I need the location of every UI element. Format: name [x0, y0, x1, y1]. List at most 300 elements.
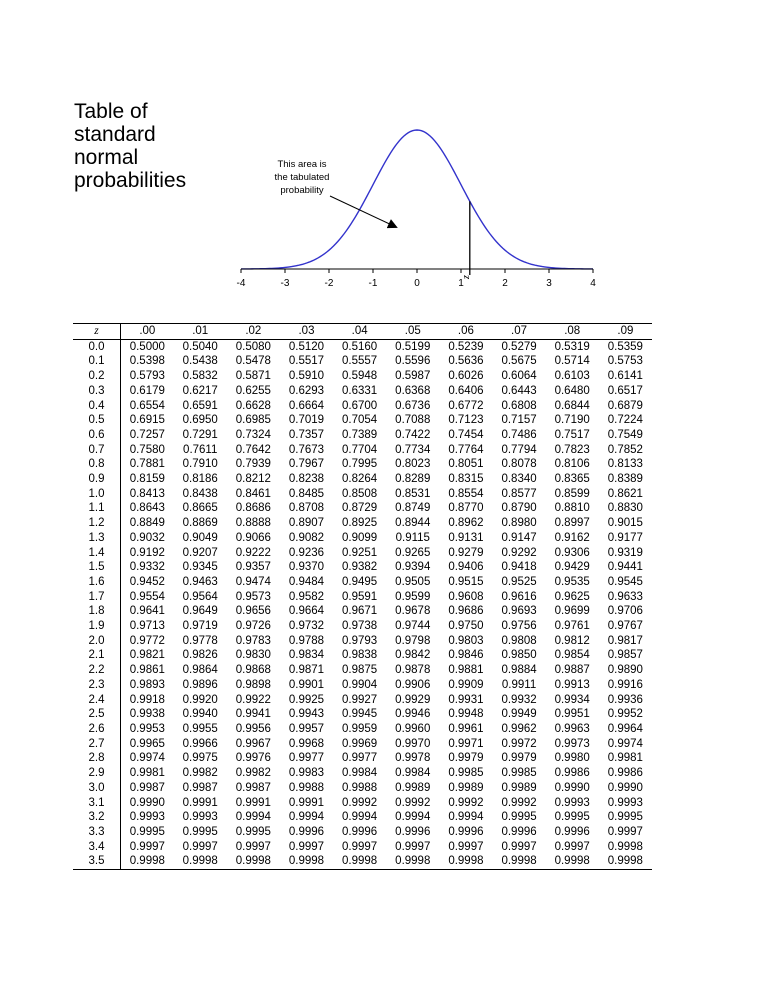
- probability-cell: 0.9990: [607, 781, 643, 794]
- probability-cell: 0.9812: [554, 634, 590, 647]
- probability-cell: 0.7642: [235, 443, 271, 456]
- probability-cell: 0.9983: [288, 767, 325, 780]
- probability-cell: 0.8023: [395, 458, 431, 471]
- probability-cell: 0.5040: [182, 340, 218, 353]
- z-value-cell: 1.4: [73, 546, 121, 561]
- table-row: [73, 560, 652, 575]
- probability-cell: 0.6844: [554, 399, 590, 412]
- probability-cell: 0.9996: [342, 825, 378, 838]
- probability-cell: 0.9994: [288, 811, 325, 824]
- probability-cell: 0.9686: [448, 605, 484, 618]
- probability-cell: 0.5753: [607, 355, 643, 368]
- probability-cell: 0.8749: [395, 502, 431, 515]
- probability-cell: 0.9989: [448, 781, 484, 794]
- z-value-cell: 2.7: [73, 737, 121, 752]
- probability-cell: 0.9955: [182, 722, 218, 735]
- probability-cell: 0.6103: [554, 370, 590, 383]
- probability-cell: 0.9963: [554, 722, 590, 735]
- probability-cell: 0.9993: [554, 796, 590, 809]
- probability-cell: 0.8770: [448, 502, 484, 515]
- probability-cell: 0.9952: [607, 708, 643, 721]
- probability-cell: 0.9898: [235, 678, 271, 691]
- probability-cell: 0.7389: [342, 428, 378, 441]
- probability-cell: 0.6700: [342, 399, 378, 412]
- probability-cell: 0.5160: [342, 340, 378, 353]
- probability-cell: 0.9951: [554, 708, 590, 721]
- probability-cell: 0.8413: [129, 487, 165, 500]
- probability-cell: 0.9997: [554, 840, 590, 853]
- table-row: [73, 825, 652, 840]
- column-header: .03: [280, 324, 333, 340]
- probability-cell: 0.7764: [448, 443, 484, 456]
- probability-cell: 0.9990: [129, 796, 165, 809]
- probability-cell: 0.9984: [395, 767, 431, 780]
- probability-cell: 0.9641: [129, 605, 165, 618]
- probability-cell: 0.9956: [235, 722, 271, 735]
- x-tick-label: -2: [324, 278, 334, 289]
- probability-cell: 0.8461: [235, 487, 271, 500]
- probability-cell: 0.9995: [501, 811, 537, 824]
- probability-cell: 0.9997: [129, 840, 165, 853]
- probability-cell: 0.9918: [129, 693, 165, 706]
- probability-cell: 0.9857: [607, 649, 643, 662]
- probability-cell: 0.9948: [448, 708, 484, 721]
- table-row: [73, 604, 652, 619]
- probability-cell: 0.8925: [342, 517, 378, 530]
- probability-cell: 0.9995: [554, 811, 590, 824]
- probability-cell: 0.9936: [607, 693, 643, 706]
- probability-cell: 0.9418: [501, 561, 537, 574]
- x-tick-label: 3: [546, 278, 552, 289]
- probability-cell: 0.8577: [501, 487, 537, 500]
- probability-cell: 0.6331: [342, 384, 378, 397]
- probability-cell: 0.5675: [501, 355, 537, 368]
- column-header: .08: [546, 324, 599, 340]
- probability-cell: 0.9671: [342, 605, 378, 618]
- table-row: [73, 707, 652, 722]
- probability-cell: 0.9969: [342, 737, 378, 750]
- probability-cell: 0.9909: [448, 678, 484, 691]
- probability-cell: 0.9941: [235, 708, 271, 721]
- probability-cell: 0.7673: [288, 443, 325, 456]
- probability-cell: 0.9997: [235, 840, 271, 853]
- probability-cell: 0.9992: [395, 796, 431, 809]
- probability-cell: 0.9998: [492, 854, 545, 869]
- probability-cell: 0.9525: [501, 575, 537, 588]
- table-row: [73, 501, 652, 516]
- probability-cell: 0.7019: [288, 414, 325, 427]
- probability-cell: 0.9965: [129, 737, 165, 750]
- probability-cell: 0.8133: [607, 458, 643, 471]
- table-row: [73, 840, 652, 855]
- z-value-cell: 3.3: [73, 825, 121, 840]
- probability-cell: 0.9881: [448, 664, 484, 677]
- probability-cell: 0.9996: [288, 825, 325, 838]
- probability-cell: 0.5948: [342, 370, 378, 383]
- probability-cell: 0.9319: [607, 546, 643, 559]
- probability-cell: 0.9986: [607, 767, 643, 780]
- table-row: [73, 531, 652, 546]
- probability-cell: 0.9996: [448, 825, 484, 838]
- probability-cell: 0.9854: [554, 649, 590, 662]
- probability-cell: 0.9998: [607, 840, 643, 853]
- probability-cell: 0.9049: [182, 531, 218, 544]
- probability-cell: 0.7967: [288, 458, 325, 471]
- normal-curve-figure: [0, 0, 768, 310]
- probability-cell: 0.8869: [182, 517, 218, 530]
- probability-cell: 0.7190: [554, 414, 590, 427]
- probability-cell: 0.8531: [395, 487, 431, 500]
- probability-cell: 0.7939: [235, 458, 271, 471]
- probability-cell: 0.7517: [554, 428, 590, 441]
- probability-cell: 0.9913: [554, 678, 590, 691]
- probability-cell: 0.9997: [342, 840, 378, 853]
- probability-cell: 0.9515: [448, 575, 484, 588]
- z-value-cell: 0.0: [73, 339, 121, 354]
- probability-cell: 0.5636: [448, 355, 484, 368]
- probability-cell: 0.9896: [182, 678, 218, 691]
- probability-cell: 0.5910: [288, 370, 325, 383]
- probability-cell: 0.9979: [448, 752, 484, 765]
- probability-cell: 0.7734: [395, 443, 431, 456]
- probability-cell: 0.9985: [448, 767, 484, 780]
- probability-cell: 0.8315: [448, 473, 484, 486]
- probability-cell: 0.9649: [182, 605, 218, 618]
- x-tick-label: 2: [502, 278, 508, 289]
- probability-cell: 0.7291: [182, 428, 218, 441]
- table-row: [73, 766, 652, 781]
- probability-cell: 0.9783: [235, 634, 271, 647]
- probability-cell: 0.9991: [182, 796, 218, 809]
- probability-cell: 0.8508: [342, 487, 378, 500]
- probability-cell: 0.8962: [448, 517, 484, 530]
- probability-cell: 0.7123: [448, 414, 484, 427]
- probability-cell: 0.8643: [129, 502, 165, 515]
- probability-cell: 0.8485: [288, 487, 325, 500]
- probability-cell: 0.9429: [554, 561, 590, 574]
- probability-cell: 0.9608: [448, 590, 484, 603]
- probability-cell: 0.6480: [554, 384, 590, 397]
- probability-cell: 0.9984: [342, 767, 378, 780]
- probability-cell: 0.9788: [288, 634, 325, 647]
- annotation-line: the tabulated: [274, 172, 330, 183]
- probability-cell: 0.8729: [342, 502, 378, 515]
- probability-cell: 0.9998: [439, 854, 492, 869]
- probability-cell: 0.8810: [554, 502, 590, 515]
- probability-cell: 0.7852: [607, 443, 643, 456]
- z-value-cell: 2.1: [73, 648, 121, 663]
- probability-cell: 0.9974: [607, 737, 643, 750]
- probability-cell: 0.8790: [501, 502, 537, 515]
- table-row: [73, 619, 652, 634]
- probability-cell: 0.9931: [448, 693, 484, 706]
- probability-cell: 0.9082: [288, 531, 325, 544]
- probability-cell: 0.9236: [288, 546, 325, 559]
- probability-cell: 0.8830: [607, 502, 643, 515]
- probability-cell: 0.9292: [501, 546, 537, 559]
- probability-cell: 0.9554: [129, 590, 165, 603]
- probability-cell: 0.8621: [607, 487, 643, 500]
- probability-cell: 0.9982: [182, 767, 218, 780]
- probability-cell: 0.9207: [182, 546, 218, 559]
- probability-cell: 0.9884: [501, 664, 537, 677]
- probability-cell: 0.8944: [395, 517, 431, 530]
- column-header: .01: [174, 324, 227, 340]
- probability-cell: 0.9616: [501, 590, 537, 603]
- probability-cell: 0.9998: [333, 854, 386, 869]
- probability-cell: 0.6368: [395, 384, 431, 397]
- probability-cell: 0.9938: [129, 708, 165, 721]
- probability-cell: 0.9986: [554, 767, 590, 780]
- z-value-cell: 1.9: [73, 619, 121, 634]
- z-value-cell: 3.4: [73, 840, 121, 855]
- z-value-cell: 2.9: [73, 766, 121, 781]
- table-row: [73, 354, 652, 369]
- probability-cell: 0.6950: [182, 414, 218, 427]
- probability-cell: 0.9406: [448, 561, 484, 574]
- probability-cell: 0.9996: [501, 825, 537, 838]
- probability-cell: 0.9943: [288, 708, 325, 721]
- probability-cell: 0.8980: [501, 517, 537, 530]
- probability-cell: 0.9778: [182, 634, 218, 647]
- probability-cell: 0.5359: [607, 340, 643, 353]
- probability-cell: 0.9893: [129, 678, 165, 691]
- probability-cell: 0.8078: [501, 458, 537, 471]
- probability-cell: 0.6179: [129, 384, 165, 397]
- probability-cell: 0.9756: [501, 620, 537, 633]
- z-value-cell: 0.2: [73, 369, 121, 384]
- probability-cell: 0.5987: [395, 370, 431, 383]
- probability-cell: 0.9345: [182, 561, 218, 574]
- probability-cell: 0.9772: [129, 634, 165, 647]
- z-value-cell: 0.8: [73, 457, 121, 472]
- z-value-cell: 1.0: [73, 487, 121, 502]
- z-value-cell: 3.5: [73, 854, 121, 869]
- z-value-cell: 3.0: [73, 781, 121, 796]
- table-row: [73, 546, 652, 561]
- probability-cell: 0.9370: [288, 561, 325, 574]
- probability-cell: 0.7881: [129, 458, 165, 471]
- annotation-arrow: [330, 196, 396, 227]
- probability-cell: 0.9656: [235, 605, 271, 618]
- probability-cell: 0.9793: [342, 634, 378, 647]
- probability-cell: 0.6554: [129, 399, 165, 412]
- area-annotation: [275, 159, 330, 196]
- probability-cell: 0.6808: [501, 399, 537, 412]
- probability-cell: 0.7422: [395, 428, 431, 441]
- probability-cell: 0.9878: [395, 664, 431, 677]
- table-row: [73, 590, 652, 605]
- probability-cell: 0.9066: [235, 531, 271, 544]
- probability-cell: 0.9985: [501, 767, 537, 780]
- probability-cell: 0.8389: [607, 473, 643, 486]
- z-value-cell: 2.5: [73, 707, 121, 722]
- probability-cell: 0.9505: [395, 575, 431, 588]
- probability-cell: 0.6915: [129, 414, 165, 427]
- probability-cell: 0.9967: [235, 737, 271, 750]
- probability-cell: 0.9996: [395, 825, 431, 838]
- probability-cell: 0.9842: [395, 649, 431, 662]
- probability-cell: 0.5398: [129, 355, 165, 368]
- probability-cell: 0.9887: [554, 664, 590, 677]
- probability-cell: 0.9995: [129, 825, 165, 838]
- probability-cell: 0.9934: [554, 693, 590, 706]
- table-row: [73, 457, 652, 472]
- probability-cell: 0.7357: [288, 428, 325, 441]
- probability-cell: 0.9957: [288, 722, 325, 735]
- probability-cell: 0.6664: [288, 399, 325, 412]
- probability-cell: 0.5557: [342, 355, 378, 368]
- probability-cell: 0.9545: [607, 575, 643, 588]
- probability-cell: 0.9996: [554, 825, 590, 838]
- probability-cell: 0.9982: [235, 767, 271, 780]
- probability-cell: 0.5714: [554, 355, 590, 368]
- probability-cell: 0.8686: [235, 502, 271, 515]
- bell-curve: [241, 130, 593, 269]
- page-title: Table of standard normal probabilities: [74, 100, 187, 192]
- z-marker-label: z: [460, 275, 472, 279]
- standard-normal-table: [73, 323, 652, 870]
- table-row: [73, 487, 652, 502]
- probability-cell: 0.6293: [288, 384, 325, 397]
- z-value-cell: 0.4: [73, 399, 121, 414]
- probability-cell: 0.9981: [129, 767, 165, 780]
- probability-cell: 0.8997: [554, 517, 590, 530]
- probability-cell: 0.9875: [342, 664, 378, 677]
- z-value-cell: 2.3: [73, 678, 121, 693]
- probability-cell: 0.9861: [129, 664, 165, 677]
- probability-cell: 0.9838: [342, 649, 378, 662]
- probability-cell: 0.9977: [342, 752, 378, 765]
- probability-cell: 0.6879: [607, 399, 643, 412]
- probability-cell: 0.7611: [183, 443, 218, 456]
- probability-cell: 0.9817: [607, 634, 643, 647]
- probability-cell: 0.9846: [448, 649, 484, 662]
- probability-cell: 0.9441: [607, 561, 643, 574]
- probability-cell: 0.9987: [182, 781, 218, 794]
- x-tick-label: 4: [590, 278, 596, 289]
- table-row: [73, 339, 652, 354]
- probability-cell: 0.9906: [395, 678, 431, 691]
- table-row: [73, 634, 652, 649]
- probability-cell: 0.9678: [395, 605, 431, 618]
- probability-cell: 0.7324: [235, 428, 271, 441]
- table-row: [73, 413, 652, 428]
- probability-cell: 0.9989: [395, 781, 431, 794]
- probability-cell: 0.9332: [129, 561, 165, 574]
- table-row: [73, 516, 652, 531]
- probability-cell: 0.6591: [182, 399, 218, 412]
- probability-cell: 0.7704: [342, 443, 378, 456]
- probability-cell: 0.9495: [342, 575, 378, 588]
- probability-cell: 0.9582: [288, 590, 325, 603]
- z-value-cell: 3.2: [73, 810, 121, 825]
- probability-cell: 0.9981: [607, 752, 643, 765]
- probability-cell: 0.6406: [448, 384, 484, 397]
- probability-cell: 0.7995: [342, 458, 378, 471]
- probability-cell: 0.9726: [235, 620, 271, 633]
- table-row: [73, 781, 652, 796]
- z-value-cell: 0.1: [73, 354, 121, 369]
- x-tick-label: -4: [236, 278, 246, 289]
- z-value-cell: 1.8: [73, 604, 121, 619]
- probability-cell: 0.9452: [129, 575, 165, 588]
- table-row: [73, 369, 652, 384]
- table-row: [73, 854, 652, 869]
- table-row: [73, 663, 652, 678]
- probability-cell: 0.9994: [448, 811, 484, 824]
- probability-cell: 0.9744: [395, 620, 431, 633]
- probability-cell: 0.5596: [395, 355, 431, 368]
- probability-cell: 0.9995: [607, 811, 643, 824]
- probability-cell: 0.5438: [182, 355, 218, 368]
- z-value-cell: 1.1: [73, 501, 121, 516]
- probability-cell: 0.8051: [448, 458, 484, 471]
- probability-cell: 0.7157: [501, 414, 537, 427]
- probability-cell: 0.7054: [342, 414, 378, 427]
- probability-cell: 0.9115: [395, 531, 430, 544]
- probability-cell: 0.9177: [607, 531, 643, 544]
- probability-cell: 0.9015: [607, 517, 643, 530]
- probability-cell: 0.5871: [235, 370, 271, 383]
- probability-cell: 0.9830: [235, 649, 271, 662]
- probability-cell: 0.8106: [554, 458, 590, 471]
- probability-cell: 0.9864: [182, 664, 218, 677]
- probability-cell: 0.6255: [235, 384, 271, 397]
- annotation-line: probability: [280, 185, 324, 196]
- probability-cell: 0.9131: [448, 531, 484, 544]
- probability-cell: 0.9713: [129, 620, 165, 633]
- probability-cell: 0.9535: [554, 575, 590, 588]
- probability-cell: 0.9946: [395, 708, 431, 721]
- probability-cell: 0.9977: [288, 752, 325, 765]
- probability-cell: 0.9599: [395, 590, 431, 603]
- probability-cell: 0.9871: [288, 664, 325, 677]
- table-row: [73, 472, 652, 487]
- probability-cell: 0.9032: [129, 531, 165, 544]
- probability-cell: 0.7088: [395, 414, 431, 427]
- probability-cell: 0.9932: [501, 693, 537, 706]
- probability-cell: 0.9953: [129, 722, 165, 735]
- probability-cell: 0.9992: [342, 796, 378, 809]
- probability-cell: 0.9978: [395, 752, 431, 765]
- z-value-cell: 2.0: [73, 634, 121, 649]
- probability-cell: 0.9222: [235, 546, 271, 559]
- table-row: [73, 575, 652, 590]
- x-axis-ticks: [237, 269, 597, 289]
- probability-cell: 0.9993: [129, 811, 165, 824]
- column-header: .06: [439, 324, 492, 340]
- probability-cell: 0.9625: [554, 590, 590, 603]
- probability-cell: 0.6985: [235, 414, 271, 427]
- probability-cell: 0.9964: [607, 722, 643, 735]
- probability-cell: 0.9988: [342, 781, 378, 794]
- z-value-cell: 2.4: [73, 693, 121, 708]
- probability-cell: 0.9990: [554, 781, 590, 794]
- probability-cell: 0.9968: [288, 737, 325, 750]
- column-header: .04: [333, 324, 386, 340]
- table-row: [73, 399, 652, 414]
- probability-cell: 0.8708: [288, 502, 325, 515]
- probability-cell: 0.9664: [288, 605, 325, 618]
- probability-cell: 0.9949: [501, 708, 537, 721]
- probability-cell: 0.9998: [121, 854, 174, 869]
- probability-cell: 0.8665: [182, 502, 218, 515]
- probability-cell: 0.5319: [554, 340, 590, 353]
- x-tick-label: 1: [458, 278, 464, 289]
- probability-cell: 0.9394: [395, 561, 431, 574]
- table-row: [73, 810, 652, 825]
